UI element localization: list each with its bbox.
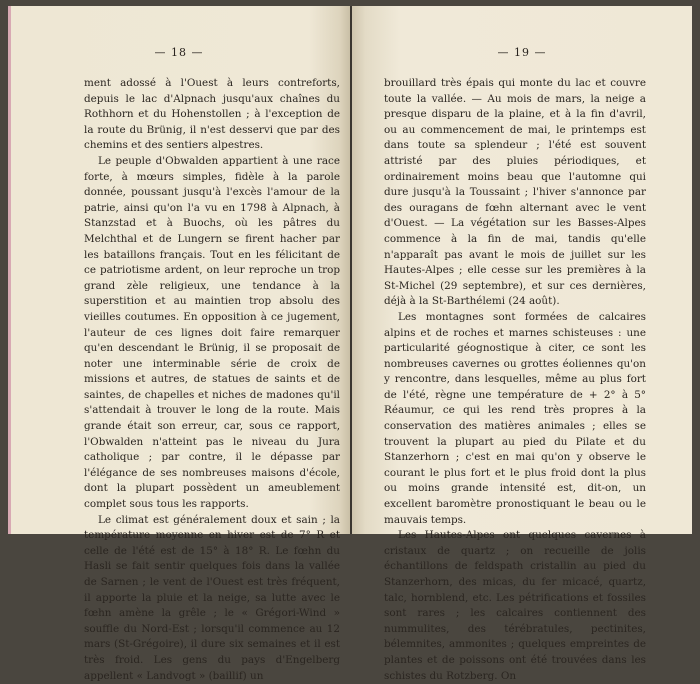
paragraph: Le climat est généralement doux et sain ; la température moyenne en hiver est de 7° R et celle de l'été est de 15° à 18° R. Le fœhn du Hasli se fait sentir quelques fois dans la vallée de Sarnen ; le vent de l'Ouest est très fréquent, il apporte la pluie et la neige, sa lutte avec le fœhn amène la grêle ; le « Grégori-Wind » souffle du Nord-Est ; lorsqu'il commence au 12 mars (St-Grégoire), il dure six semaines et il est très froid. Les gens du pays d'Engelberg appellent « Landvogt » (baillif) un	[84, 513, 340, 682]
paragraph: Les Hautes-Alpes ont quelques cavernes à cristaux de quartz ; on recueille de jolis échantillons de feldspath cristallin au pied du Stanzerhorn, des micas, du fer micacé, quartz, talc, hornblend, etc. Les pétrifications et fossiles sont rares ; les calcaires contiennent des nummulites, des térébratules, pectinites, bélemnites, ammonites ; quelques empreintes de plantes et de poissons ont été trouvées dans les schistes du Rotzberg. On	[384, 529, 646, 682]
left-page	[8, 6, 350, 682]
paragraph: Les montagnes sont formées de calcaires alpins et de roches et marnes schisteuses : une particularité géognostique à citer, ce sont les nombreuses cavernes ou grottes éoliennes qu'on y rencontre, dans lesquelles, même au plus fort de l'été, règne une température de + 2° à 5° Réaumur, ce qui les rend très propres à la conservation des matières animales ; elles se trouvent la plupart au pied du Pilate et du Stanzerhorn ; c'est en mai qu'on y observe le courant le plus fort et le plus froid dont la plus ou moins grande intensité est, dit-on, un excellent baromètre pronostiquant le beau ou le mauvais temps.	[384, 310, 646, 526]
page-number: — 18 —	[154, 46, 204, 59]
page-body	[384, 76, 646, 684]
page-number: — 19 —	[497, 46, 547, 59]
open-book	[8, 6, 692, 682]
paragraph: Le peuple d'Obwalden appartient à une race forte, à mœurs simples, fidèle à la parole donnée, poussant jusqu'à l'excès l'amour de la patrie, ainsi qu'on l'a vu en 1798 à Alpnach, à Stanzstad et à Buochs, où les pâtres du Melchthal et de Lungern se firent hacher par les bataillons français. Tout en les félicitant de ce patriotisme ardent, on leur reproche un trop grand zèle religieux, une tendance à la superstition et au maintien trop absolu des vieilles coutumes. En opposition à ce jugement, l'auteur de ces lignes doit faire remarquer qu'en descendant le Brünig, il se proposait de noter une interminable série de croix de missions et autres, de statues de saints et de saintes, de chapelles et niches de madones qu'il s'attendait à trouver le long de la route. Mais grande était son erreur, car, sous ce rapport, l'Obwalden n'atteint pas le niveau du Jura catholique ; par contre, il le dépasse par l'élégance de ses nombreuses maisons d'école, dont la plupart possèdent un ameublement complet sous tous les rapports.	[84, 154, 340, 511]
right-page	[352, 6, 692, 682]
page-body	[84, 76, 340, 684]
paragraph: brouillard très épais qui monte du lac et couvre toute la vallée. — Au mois de mars, la neige a presque disparu de la plaine, et à la fin d'avril, ou au commencement de mai, le printemps est dans toute sa splendeur ; l'été est souvent attristé par des pluies périodiques, et ordinairement moins beau que l'automne qui dure jusqu'à la Toussaint ; l'hiver s'annonce par des ouragans de fœhn alternant avec le vent d'Ouest. — La végétation sur les Basses-Alpes commence à la fin de mai, tandis qu'elle n'apparaît pas avant le mois de juillet sur les Hautes-Alpes ; elle cesse sur les premières à la St-Michel (29 septembre), et sur ces dernières, déjà à la St-Barthélemi (24 août).	[384, 77, 646, 308]
paragraph: ment adossé à l'Ouest à leurs contreforts, depuis le lac d'Alpnach jusqu'aux chaînes du Rothhorn et du Hohenstollen ; à l'exception de la route du Brünig, il n'est desservi que par des chemins et des sentiers alpestres.	[84, 77, 340, 152]
